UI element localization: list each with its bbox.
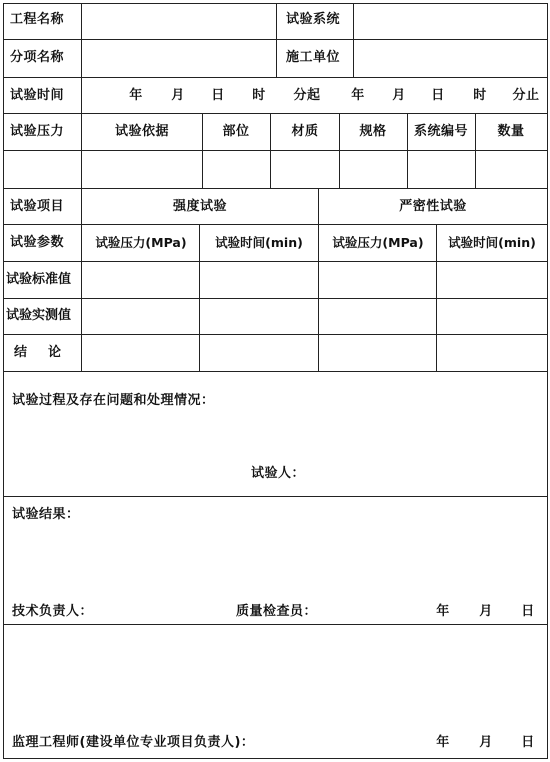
header-spec: 规格: [359, 124, 387, 139]
rule-process-bottom: [3, 496, 548, 497]
rule-row4-5-col-d: [407, 113, 408, 188]
rule-row4-5-col-a: [202, 113, 203, 188]
label-tech-lead: 技术负责人：: [12, 604, 94, 619]
label-qc-inspector: 质量检查员：: [236, 604, 318, 619]
label-conclusion: 结 论: [14, 345, 66, 360]
header-tightness-test: 严密性试验: [399, 199, 467, 214]
rule-row4-bottom: [3, 150, 548, 151]
rule-row6-10-mid: [318, 188, 319, 371]
label-test-time: 试验时间: [10, 88, 65, 103]
time-month-start: 月: [171, 88, 185, 103]
label-test-item: 试验项目: [10, 199, 65, 214]
rule-label-col: [81, 3, 82, 371]
time-year-end: 年: [351, 88, 365, 103]
result-date-year: 年: [436, 604, 450, 619]
supervision-date-day: 日: [521, 735, 535, 750]
rule-row8-bottom: [3, 298, 548, 299]
result-date-day: 日: [521, 604, 535, 619]
label-subitem-name: 分项名称: [10, 50, 65, 65]
rule-row6-bottom: [3, 224, 548, 225]
header-basis: 试验依据: [114, 124, 170, 139]
rule-row3-bottom: [3, 113, 548, 114]
rule-row7-10-col-a: [199, 224, 200, 371]
time-min-start: 分起: [293, 88, 321, 103]
label-process-issues: 试验过程及存在问题和处理情况：: [12, 393, 215, 408]
rule-row4-5-col-b: [270, 113, 271, 188]
header-tightness-time: 试验时间(min): [448, 235, 536, 250]
header-system-no: 系统编号: [413, 124, 469, 139]
rule-row10-bottom: [3, 371, 548, 372]
label-construction-unit: 施工单位: [286, 50, 341, 65]
time-day-end: 日: [431, 88, 445, 103]
pressure-test-record-form: [3, 3, 548, 759]
rule-row4-5-col-c: [339, 113, 340, 188]
rule-row2-bottom: [3, 77, 548, 78]
rule-result-bottom: [3, 624, 548, 625]
rule-row1-2-mid-a: [276, 3, 277, 77]
time-hour-start: 时: [252, 88, 266, 103]
header-part: 部位: [222, 124, 250, 139]
label-measured-value: 试验实测值: [6, 308, 72, 323]
supervision-date-month: 月: [479, 735, 493, 750]
label-test-params: 试验参数: [10, 235, 65, 250]
result-date-month: 月: [479, 604, 493, 619]
header-strength-test: 强度试验: [172, 199, 228, 214]
label-test-result: 试验结果：: [12, 507, 80, 522]
header-quantity: 数量: [497, 124, 525, 139]
supervision-date-year: 年: [436, 735, 450, 750]
label-project-name: 工程名称: [10, 12, 65, 27]
label-standard-value: 试验标准值: [6, 272, 72, 287]
label-tester: 试验人：: [251, 466, 306, 481]
label-test-pressure: 试验压力: [10, 124, 65, 139]
label-test-system: 试验系统: [286, 12, 341, 27]
time-year-start: 年: [129, 88, 143, 103]
header-strength-time: 试验时间(min): [215, 235, 303, 250]
rule-row5-bottom: [3, 188, 548, 189]
rule-row7-bottom: [3, 261, 548, 262]
rule-row4-5-col-e: [475, 113, 476, 188]
rule-row9-bottom: [3, 334, 548, 335]
rule-row7-10-col-b: [436, 224, 437, 371]
header-tightness-pressure: 试验压力(MPa): [332, 235, 424, 250]
time-day-start: 日: [211, 88, 225, 103]
time-min-end: 分止: [512, 88, 540, 103]
label-supervision-engineer: 监理工程师(建设单位专业项目负责人)：: [12, 735, 255, 750]
rule-row1-2-mid-b: [353, 3, 354, 77]
time-month-end: 月: [392, 88, 406, 103]
header-material: 材质: [291, 124, 319, 139]
time-hour-end: 时: [473, 88, 487, 103]
header-strength-pressure: 试验压力(MPa): [95, 235, 187, 250]
